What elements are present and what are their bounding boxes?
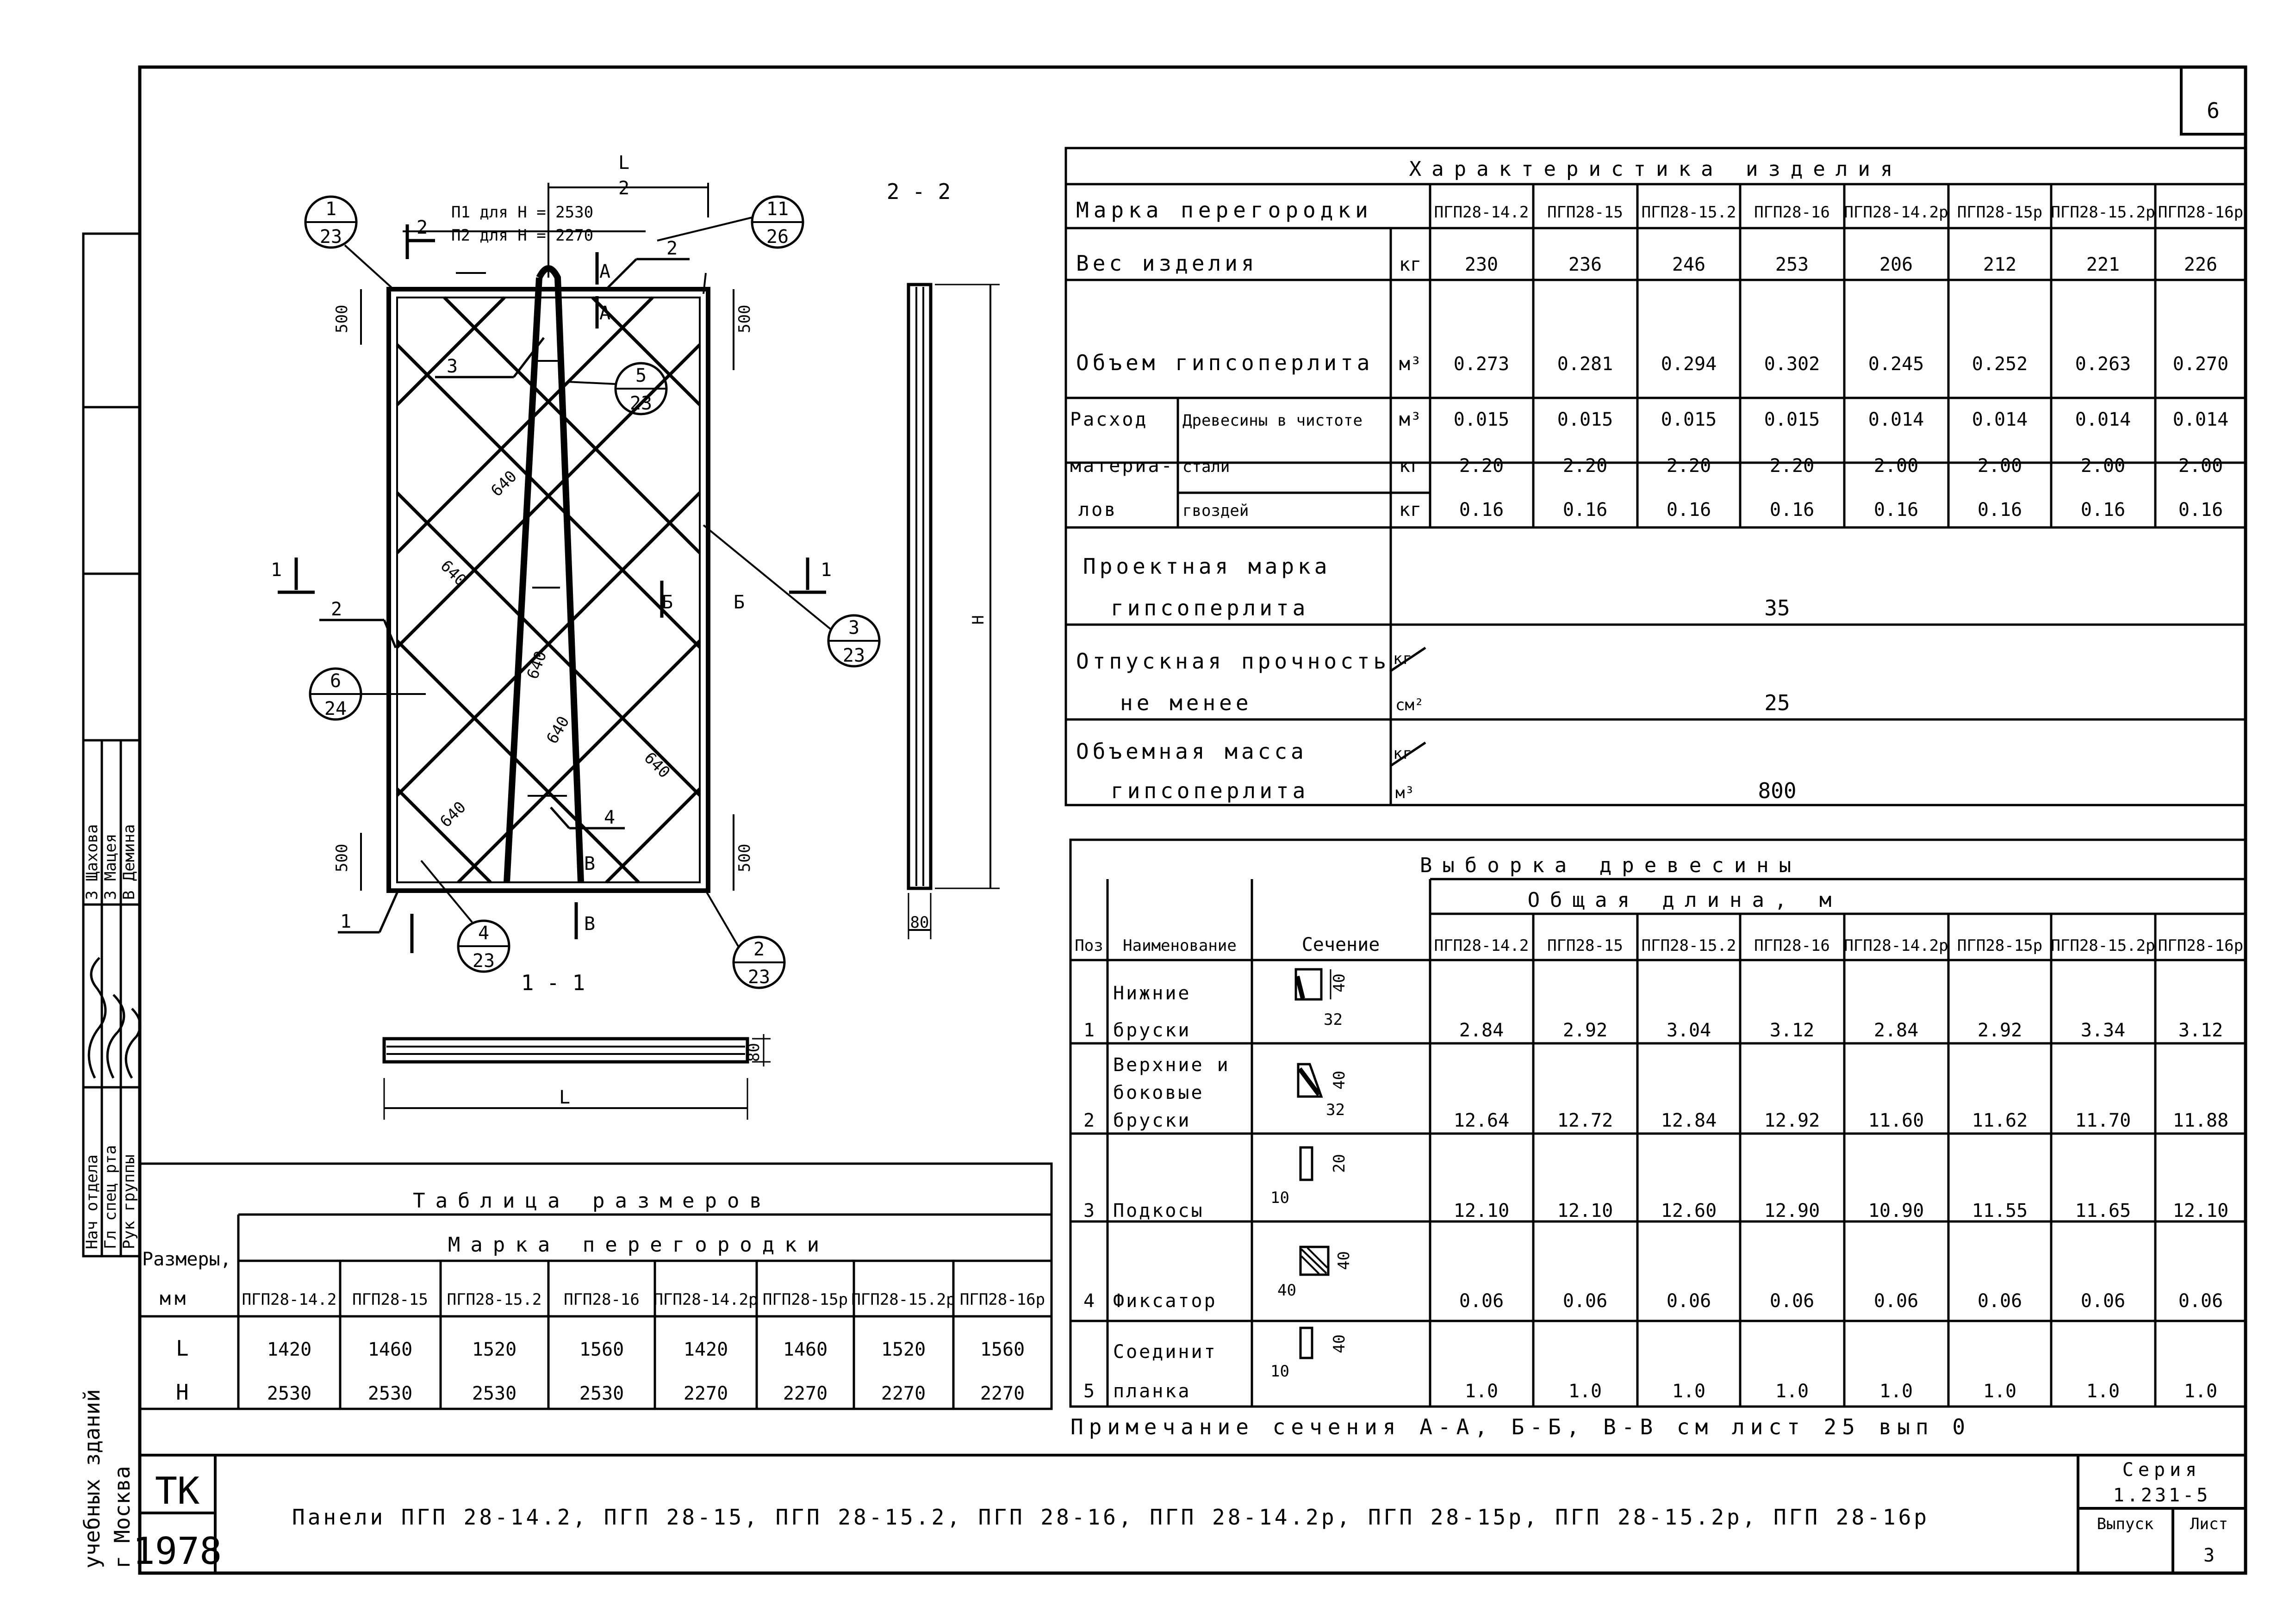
row-unit: м³ xyxy=(1399,353,1422,375)
cell: 2270 xyxy=(980,1383,1025,1404)
cell: 3.04 xyxy=(1666,1020,1711,1041)
callout-bottom: 26 xyxy=(766,226,789,248)
characteristics-title: Характеристика изделия xyxy=(1409,157,1903,181)
marks-label: Марка перегородки xyxy=(1076,198,1373,223)
merged-row-unit: м³ xyxy=(1395,784,1414,802)
cell: 1420 xyxy=(683,1339,728,1360)
p1-label: П1 для Н = 2530 xyxy=(451,203,594,222)
pos-label: 2 xyxy=(666,238,678,259)
dim-h: Н xyxy=(969,615,988,625)
row-pos: 5 xyxy=(1083,1381,1095,1402)
mark-header: ПГП28-15.2р xyxy=(2051,936,2155,955)
row-label: материа- xyxy=(1070,455,1174,477)
pos-label: 2 xyxy=(331,599,342,620)
cell: 3.12 xyxy=(1769,1020,1815,1041)
row-name: бруски xyxy=(1113,1110,1191,1131)
dim-h: 40 xyxy=(1330,1071,1349,1090)
merged-row-value: 800 xyxy=(1758,778,1797,803)
section-mark: Б xyxy=(662,592,673,613)
dim-500: 500 xyxy=(333,304,351,333)
row-sub: Древесины в чистоте xyxy=(1182,411,1363,430)
mark-header: ПГП28-16р xyxy=(2158,203,2244,222)
characteristics-marks xyxy=(1434,203,2243,222)
dim-w: 10 xyxy=(1270,1362,1289,1381)
series-label: Серия xyxy=(2122,1459,2202,1481)
cell: 0.16 xyxy=(2178,499,2223,521)
cell: 0.281 xyxy=(1557,353,1613,375)
panel-elevation xyxy=(389,268,708,891)
dims-label: Размеры, xyxy=(142,1249,231,1270)
pos-label: 4 xyxy=(604,807,616,828)
merged-row-unit: кг xyxy=(1393,744,1412,763)
cell: 1.0 xyxy=(2086,1381,2120,1402)
cell: 2.84 xyxy=(1459,1020,1504,1041)
mark-header: ПГП28-15р xyxy=(762,1290,848,1309)
org-line-1: учебных зданий xyxy=(80,1389,105,1568)
cell: 0.014 xyxy=(2172,409,2229,430)
row-label: Объем гипсоперлита xyxy=(1076,350,1374,375)
cell: 3.34 xyxy=(2080,1020,2126,1041)
callout-top: 2 xyxy=(753,939,765,960)
org-line-2: г Москва xyxy=(110,1466,135,1568)
cell: 0.06 xyxy=(1562,1290,1608,1312)
issue-label: Выпуск xyxy=(2097,1515,2154,1533)
dim-80: 80 xyxy=(910,913,929,932)
cell: 2270 xyxy=(881,1383,926,1404)
cell: 2530 xyxy=(267,1383,312,1404)
merged-row-value: 25 xyxy=(1764,690,1790,715)
mark-header: ПГП28-15р xyxy=(1957,936,2043,955)
mark-header: ПГП28-14.2 xyxy=(1434,203,1529,222)
cell: 0.06 xyxy=(2080,1290,2126,1312)
cell: 0.015 xyxy=(1764,409,1820,430)
cell: 12.60 xyxy=(1661,1200,1717,1221)
dim-w: 32 xyxy=(1326,1101,1345,1119)
row-name: боковые xyxy=(1113,1082,1204,1103)
row-pos: 4 xyxy=(1083,1290,1095,1312)
dim-640: 640 xyxy=(436,557,470,590)
sheet-title: Панели ПГП 28-14.2, ПГП 28-15, ПГП 28-15.2, ПГП 28-16, ПГП 28-14.2р, ПГП 28-15р, ПГП 28-15.2р, ПГП 28-16р xyxy=(292,1505,1929,1530)
cell: 0.245 xyxy=(1868,353,1924,375)
section-1-1 xyxy=(384,1034,771,1120)
mark-header: ПГП28-16р xyxy=(959,1290,1045,1309)
row-name: Нижние xyxy=(1113,983,1191,1004)
section-mark: Б xyxy=(734,592,745,613)
sizes-text xyxy=(142,1189,1045,1405)
cell: 236 xyxy=(1568,254,1602,275)
merged-row-label: Объемная масса xyxy=(1076,739,1307,764)
l-half-bottom: 2 xyxy=(618,178,630,199)
section-2-2 xyxy=(908,285,1000,939)
row-sub: стали xyxy=(1182,458,1230,476)
cell: 0.06 xyxy=(1977,1290,2022,1312)
dim-w: 32 xyxy=(1324,1010,1343,1029)
section-2-2-labels xyxy=(887,179,988,932)
cell: 0.014 xyxy=(1972,409,2028,430)
callout-bottom: 23 xyxy=(319,226,342,248)
cell: 0.252 xyxy=(1972,353,2028,375)
approval-strip xyxy=(83,234,140,1256)
cell: 2.20 xyxy=(1459,455,1504,477)
cell: 12.90 xyxy=(1764,1200,1820,1221)
position-labels xyxy=(331,238,678,932)
dim-l: L xyxy=(559,1087,571,1108)
cell: 0.015 xyxy=(1557,409,1613,430)
dim-500: 500 xyxy=(735,304,754,333)
sizes-marks xyxy=(242,1290,1045,1309)
cell: 12.10 xyxy=(1453,1200,1510,1221)
role-1: Нач отдела xyxy=(83,1154,101,1249)
pos-label: 1 xyxy=(340,911,352,932)
cell: 1.0 xyxy=(1983,1381,2017,1402)
cell: 1420 xyxy=(267,1339,312,1360)
mark-header: ПГП28-14.2р xyxy=(653,1290,758,1309)
row-unit: кг xyxy=(1399,455,1422,477)
merged-row-label: не менее xyxy=(1120,690,1252,715)
cell: 1.0 xyxy=(1879,1381,1913,1402)
row-unit: м³ xyxy=(1399,409,1422,430)
cell: 11.65 xyxy=(2075,1200,2131,1221)
mark-header: ПГП28-15.2 xyxy=(1641,936,1736,955)
sizes-marks-label: Марка перегородки xyxy=(448,1233,830,1257)
section-sketch xyxy=(1298,1064,1349,1119)
dim-80: 80 xyxy=(745,1043,763,1062)
cell: 12.64 xyxy=(1453,1110,1510,1131)
callout-bottom: 23 xyxy=(629,393,653,414)
cell: 12.92 xyxy=(1764,1110,1820,1131)
cell: 12.10 xyxy=(2172,1200,2229,1221)
cell: 0.06 xyxy=(2178,1290,2223,1312)
dim-640: 640 xyxy=(523,648,551,682)
section-mark: В xyxy=(584,853,596,874)
cell: 11.60 xyxy=(1868,1110,1924,1131)
dim-500: 500 xyxy=(735,843,754,872)
section-sketch xyxy=(1296,969,1349,1029)
mark-header: ПГП28-15 xyxy=(352,1290,428,1309)
sheet-label: Лист xyxy=(2190,1515,2228,1533)
cell: 0.273 xyxy=(1453,353,1510,375)
cell: 11.70 xyxy=(2075,1110,2131,1131)
row-sub: гвоздей xyxy=(1182,502,1249,520)
cell: 2530 xyxy=(472,1383,517,1404)
cell: 2270 xyxy=(783,1383,828,1404)
sizes-title: Таблица размеров xyxy=(413,1189,772,1213)
cell: 212 xyxy=(1983,254,2017,275)
mark-header: ПГП28-15р xyxy=(1957,203,2043,222)
row-unit: кг xyxy=(1399,254,1422,275)
size-row-label: H xyxy=(176,1380,189,1405)
cell: 1.0 xyxy=(2184,1381,2218,1402)
timber-table xyxy=(1070,840,2246,1407)
sheet-value: 3 xyxy=(2203,1545,2215,1566)
cell: 2530 xyxy=(367,1383,413,1404)
row-name: Подкосы xyxy=(1113,1200,1204,1221)
cell: 11.88 xyxy=(2172,1110,2229,1131)
cell: 0.014 xyxy=(1868,409,1924,430)
merged-row-label: Отпускная прочность xyxy=(1076,649,1390,674)
callout-top: 5 xyxy=(635,365,647,386)
sheet-number-box xyxy=(2181,67,2246,134)
mark-header: ПГП28-15 xyxy=(1547,203,1623,222)
cell: 1520 xyxy=(472,1339,517,1360)
cell: 0.06 xyxy=(1873,1290,1919,1312)
cell: 11.55 xyxy=(1972,1200,2028,1221)
cell: 2.92 xyxy=(1562,1020,1608,1041)
dim-640: 640 xyxy=(640,749,674,782)
callout-1-23 xyxy=(305,197,393,289)
cell: 2.20 xyxy=(1562,455,1608,477)
cell: 12.84 xyxy=(1661,1110,1717,1131)
cell: 2.00 xyxy=(2080,455,2126,477)
cell: 0.270 xyxy=(2172,353,2229,375)
cell: 2.00 xyxy=(2178,455,2223,477)
mark-header: ПГП28-14.2р xyxy=(1844,203,1948,222)
dim-640: 640 xyxy=(543,713,573,747)
sheet-number: 6 xyxy=(2207,98,2220,123)
cell: 0.015 xyxy=(1453,409,1510,430)
callout-2-23 xyxy=(706,891,784,988)
row-label: Вес изделия xyxy=(1076,251,1258,276)
cell: 1520 xyxy=(881,1339,926,1360)
section-mark: 1 xyxy=(821,559,832,581)
cell: 1460 xyxy=(367,1339,413,1360)
cell: 0.06 xyxy=(1459,1290,1504,1312)
timber-text xyxy=(1070,854,2243,1439)
dim-h: 40 xyxy=(1330,1334,1349,1353)
series-code: 1.231-5 xyxy=(2113,1485,2211,1506)
cell: 1560 xyxy=(980,1339,1025,1360)
section-mark: А xyxy=(599,303,611,324)
cell: 1.0 xyxy=(1464,1381,1499,1402)
cell: 2.20 xyxy=(1769,455,1815,477)
cell: 2.84 xyxy=(1873,1020,1919,1041)
cell: 0.294 xyxy=(1661,353,1717,375)
row-name: бруски xyxy=(1113,1020,1191,1041)
row-name: Верхние и xyxy=(1113,1054,1230,1076)
merged-row-label: гипсоперлита xyxy=(1111,595,1309,620)
row-label: Расход xyxy=(1070,409,1148,430)
section-sketch xyxy=(1277,1247,1353,1300)
callout-top: 4 xyxy=(478,923,490,944)
org-logo: ТК xyxy=(155,1469,200,1512)
cell: 0.16 xyxy=(1666,499,1711,521)
cell: 10.90 xyxy=(1868,1200,1924,1221)
cell: 0.16 xyxy=(1459,499,1504,521)
total-length-header: Общая длина, м xyxy=(1527,888,1842,912)
mark-header: ПГП28-16 xyxy=(1754,203,1830,222)
cell: 0.16 xyxy=(1562,499,1608,521)
merged-row-unit: см² xyxy=(1395,696,1424,714)
row-name: Фиксатор xyxy=(1113,1290,1217,1312)
callout-3-23 xyxy=(703,525,879,666)
year: 1978 xyxy=(132,1530,222,1573)
callout-top: 11 xyxy=(766,198,789,220)
cell: 0.16 xyxy=(1977,499,2022,521)
col-section: Сечение xyxy=(1301,934,1380,955)
callout-11-26 xyxy=(657,197,803,248)
cell: 1.0 xyxy=(1672,1381,1706,1402)
section-11-title: 1 - 1 xyxy=(521,970,585,995)
mark-header: ПГП28-16р xyxy=(2158,936,2244,955)
mark-header: ПГП28-15.2 xyxy=(447,1290,542,1309)
row-name: Соединит xyxy=(1113,1341,1217,1363)
mark-header: ПГП28-14.2р xyxy=(1844,936,1948,955)
timber-marks xyxy=(1434,936,2243,955)
cell: 1.0 xyxy=(1568,1381,1602,1402)
section-mark: 2 xyxy=(417,217,428,238)
title-block-text xyxy=(133,1459,2228,1573)
cell: 230 xyxy=(1464,254,1499,275)
callout-5-23 xyxy=(567,363,666,414)
dim-h: 40 xyxy=(1335,1251,1353,1270)
cell: 11.62 xyxy=(1972,1110,2028,1131)
signature-3 xyxy=(126,1009,140,1078)
person-2: З Мацея xyxy=(101,833,120,900)
callout-bottom: 23 xyxy=(747,967,771,988)
row-pos: 3 xyxy=(1083,1200,1095,1221)
mark-header: ПГП28-16 xyxy=(564,1290,640,1309)
role-2: Гл спец рта xyxy=(101,1145,120,1249)
l-half-top: L xyxy=(618,152,630,174)
cell: 2.20 xyxy=(1666,455,1711,477)
cell: 1560 xyxy=(579,1339,624,1360)
merged-row-value: 35 xyxy=(1764,595,1790,620)
cell: 2.00 xyxy=(1977,455,2022,477)
row-unit: кг xyxy=(1399,499,1422,521)
callout-top: 1 xyxy=(325,198,337,220)
merged-row-label: гипсоперлита xyxy=(1111,778,1309,803)
p2-label: П2 для Н = 2270 xyxy=(451,226,594,245)
person-1: З Щахова xyxy=(83,824,101,900)
cell: 1.0 xyxy=(1775,1381,1809,1402)
dim-640: 640 xyxy=(436,798,470,831)
cell: 1460 xyxy=(783,1339,828,1360)
mark-header: ПГП28-15.2 xyxy=(1641,203,1736,222)
cell: 0.015 xyxy=(1661,409,1717,430)
cell: 2530 xyxy=(579,1383,624,1404)
cell: 12.72 xyxy=(1557,1110,1613,1131)
section-sketch xyxy=(1270,1147,1349,1207)
row-pos: 1 xyxy=(1083,1020,1095,1041)
mark-header: ПГП28-14.2 xyxy=(1434,936,1529,955)
timber-title: Выборка древесины xyxy=(1419,854,1802,877)
cell: 12.10 xyxy=(1557,1200,1613,1221)
dim-h: 20 xyxy=(1330,1154,1349,1173)
callout-top: 3 xyxy=(848,617,860,638)
section-22-title: 2 - 2 xyxy=(886,179,951,204)
cell: 226 xyxy=(2184,254,2218,275)
dim-640: 640 xyxy=(487,467,521,501)
mark-header: ПГП28-15.2р xyxy=(2051,203,2155,222)
cell: 2.00 xyxy=(1873,455,1919,477)
callout-bottom: 23 xyxy=(472,950,495,972)
cell: 0.16 xyxy=(1873,499,1919,521)
cell: 0.263 xyxy=(2075,353,2131,375)
section-mark: В xyxy=(584,913,596,935)
cell: 3.12 xyxy=(2178,1020,2223,1041)
position-leaders xyxy=(319,259,690,932)
timber-note: Примечание сечения А-А, Б-Б, В-В см лист 25 вып 0 xyxy=(1070,1414,1971,1439)
dim-500: 500 xyxy=(333,843,351,872)
merged-row-label: Проектная марка xyxy=(1083,554,1331,579)
pos-label: 3 xyxy=(447,356,458,377)
section-mark: А xyxy=(599,261,611,282)
cell: 0.06 xyxy=(1666,1290,1711,1312)
row-pos: 2 xyxy=(1083,1110,1095,1131)
role-3: Рук группы xyxy=(120,1154,138,1249)
cell: 221 xyxy=(2086,254,2120,275)
size-row-label: L xyxy=(176,1336,189,1361)
cell: 2.92 xyxy=(1977,1020,2022,1041)
col-name: Наименование xyxy=(1123,936,1237,955)
mark-header: ПГП28-14.2 xyxy=(242,1290,337,1309)
callout-top: 6 xyxy=(330,670,342,692)
mark-header: ПГП28-15 xyxy=(1547,936,1623,955)
cell: 0.16 xyxy=(2080,499,2126,521)
characteristics-text xyxy=(1070,157,2243,803)
dim-w: 40 xyxy=(1277,1281,1296,1300)
dim-w: 10 xyxy=(1270,1189,1289,1207)
section-sketch xyxy=(1270,1328,1349,1381)
row-label: лов xyxy=(1078,499,1118,521)
cell: 253 xyxy=(1775,254,1809,275)
dims-unit: мм xyxy=(160,1288,190,1309)
mark-header: ПГП28-16 xyxy=(1754,936,1830,955)
cell: 0.06 xyxy=(1769,1290,1815,1312)
cell: 2270 xyxy=(683,1383,728,1404)
callout-6-24 xyxy=(310,669,426,719)
dim-h: 40 xyxy=(1330,973,1349,992)
cell: 0.302 xyxy=(1764,353,1820,375)
callout-bottom: 23 xyxy=(842,645,865,666)
cell: 0.014 xyxy=(2075,409,2131,430)
person-3: В Демина xyxy=(120,824,138,900)
cell: 206 xyxy=(1879,254,1913,275)
merged-row-unit: кг xyxy=(1393,650,1412,668)
section-mark: 1 xyxy=(271,559,282,581)
callout-bottom: 24 xyxy=(324,698,347,719)
approval-roles xyxy=(80,824,140,1568)
col-pos: Поз xyxy=(1075,936,1103,955)
row-name: планка xyxy=(1113,1381,1191,1402)
cell: 0.16 xyxy=(1769,499,1815,521)
cell: 246 xyxy=(1672,254,1706,275)
mark-header: ПГП28-15.2р xyxy=(851,1290,956,1309)
